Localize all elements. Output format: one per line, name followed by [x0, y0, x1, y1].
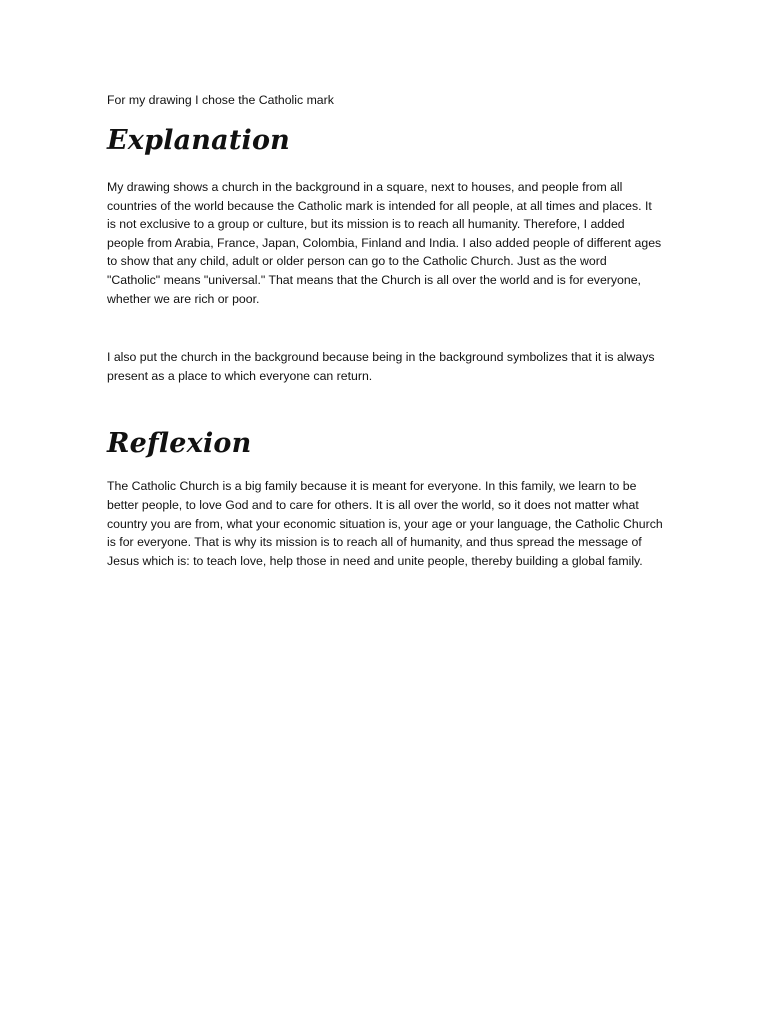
explanation-paragraph-2: I also put the church in the background because being in the background symbolizes that it is always present as a place to which everyone can return. [107, 350, 655, 383]
reflexion-paragraph-1: The Catholic Church is a big family because it is meant for everyone. In this family, we learn to be better people, to love God and to care for others. It is all over the world, so it does not matter what country you are from, what your economic situation is, your age or your language, the Catholic Church is for everyone. That is why its mission is to reach all of humanity, and thus spread the message of Jesus which is: to teach love, help those in need and unite people, thereby building a global family. [107, 479, 663, 568]
explanation-paragraph-1: My drawing shows a church in the background in a square, next to houses, and people from all countries of the world because the Catholic mark is intended for all people, at all times and places. It is not exclusive to a group or culture, but its mission is to reach all humanity. Therefore, I added people from Arabia, France, Japan, Colombia, Finland and India. I also added people of different ages to show that any child, adult or older person can go to the Catholic Church. Just as the word "Catholic" means "universal." That means that the Church is all over the world and is for everyone, whether we are rich or poor. [107, 180, 662, 306]
explanation-heading: Explanation [107, 125, 290, 156]
intro-text: For my drawing I chose the Catholic mark [107, 93, 334, 107]
document-page [107, 92, 663, 570]
reflexion-heading: Reflexion [107, 428, 252, 460]
